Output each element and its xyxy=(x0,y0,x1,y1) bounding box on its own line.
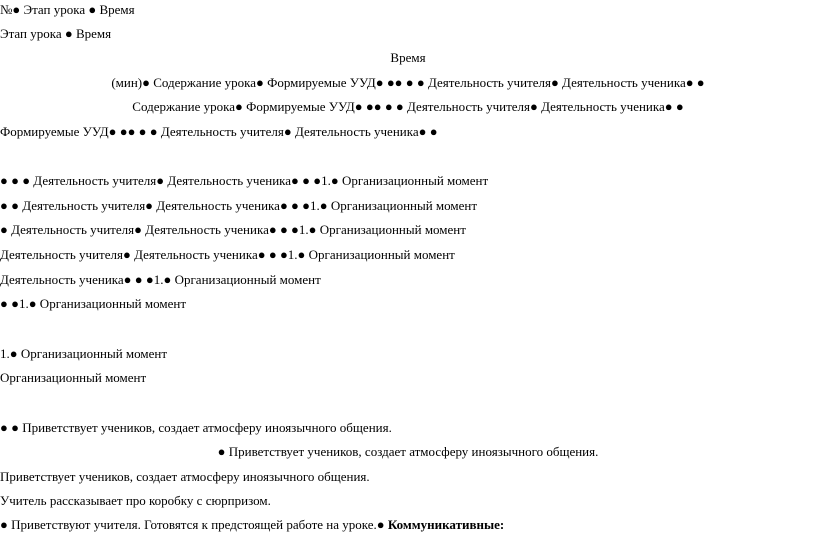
text-line-7: ● ● ● Деятельность учителя● Деятельность ученика● ● ●1.● Организационный момент xyxy=(0,173,489,188)
text-line-11: Деятельность ученика● ● ●1.● Организационный момент xyxy=(0,272,321,287)
text-line-10: Деятельность учителя● Деятельность ученика● ● ●1.● Организационный момент xyxy=(0,247,455,262)
text-line-3: Время xyxy=(390,50,426,65)
text-line-14: Организационный момент xyxy=(0,370,147,385)
text-line-18: Учитель рассказывает про коробку с сюрпризом. xyxy=(0,493,271,508)
text-line-1: №● Этап урока ● Время xyxy=(0,2,135,17)
text-line-4: (мин)● Содержание урока● Формируемые УУД● ●● ● ● Деятельность учителя● Деятельность ученика● ● xyxy=(111,75,705,90)
text-line-8: ● ● Деятельность учителя● Деятельность ученика● ● ●1.● Организационный момент xyxy=(0,198,478,213)
text-line-2: Этап урока ● Время xyxy=(0,26,112,41)
text-line-13: 1.● Организационный момент xyxy=(0,346,168,361)
text-line-5: Содержание урока● Формируемые УУД● ●● ● ● Деятельность учителя● Деятельность ученика● ● xyxy=(132,99,684,114)
text-line-6: Формируемые УУД● ●● ● ● Деятельность учителя● Деятельность ученика● ● xyxy=(0,124,438,139)
text-line-19-main: ● Приветствуют учителя. Готовятся к предстоящей работе на уроке.● xyxy=(0,517,385,532)
text-line-15: ● ● Приветствует учеников, создает атмосферу иноязычного общения. xyxy=(0,420,392,435)
text-line-16: ● Приветствует учеников, создает атмосферу иноязычного общения. xyxy=(217,444,599,459)
text-line-17: Приветствует учеников, создает атмосферу иноязычного общения. xyxy=(0,469,370,484)
text-line-19-bold: Коммуникативные: xyxy=(387,517,505,532)
text-line-9: ● Деятельность учителя● Деятельность ученика● ● ●1.● Организационный момент xyxy=(0,222,466,237)
text-line-12: ● ●1.● Организационный момент xyxy=(0,296,186,311)
text-line-19 xyxy=(0,517,504,533)
